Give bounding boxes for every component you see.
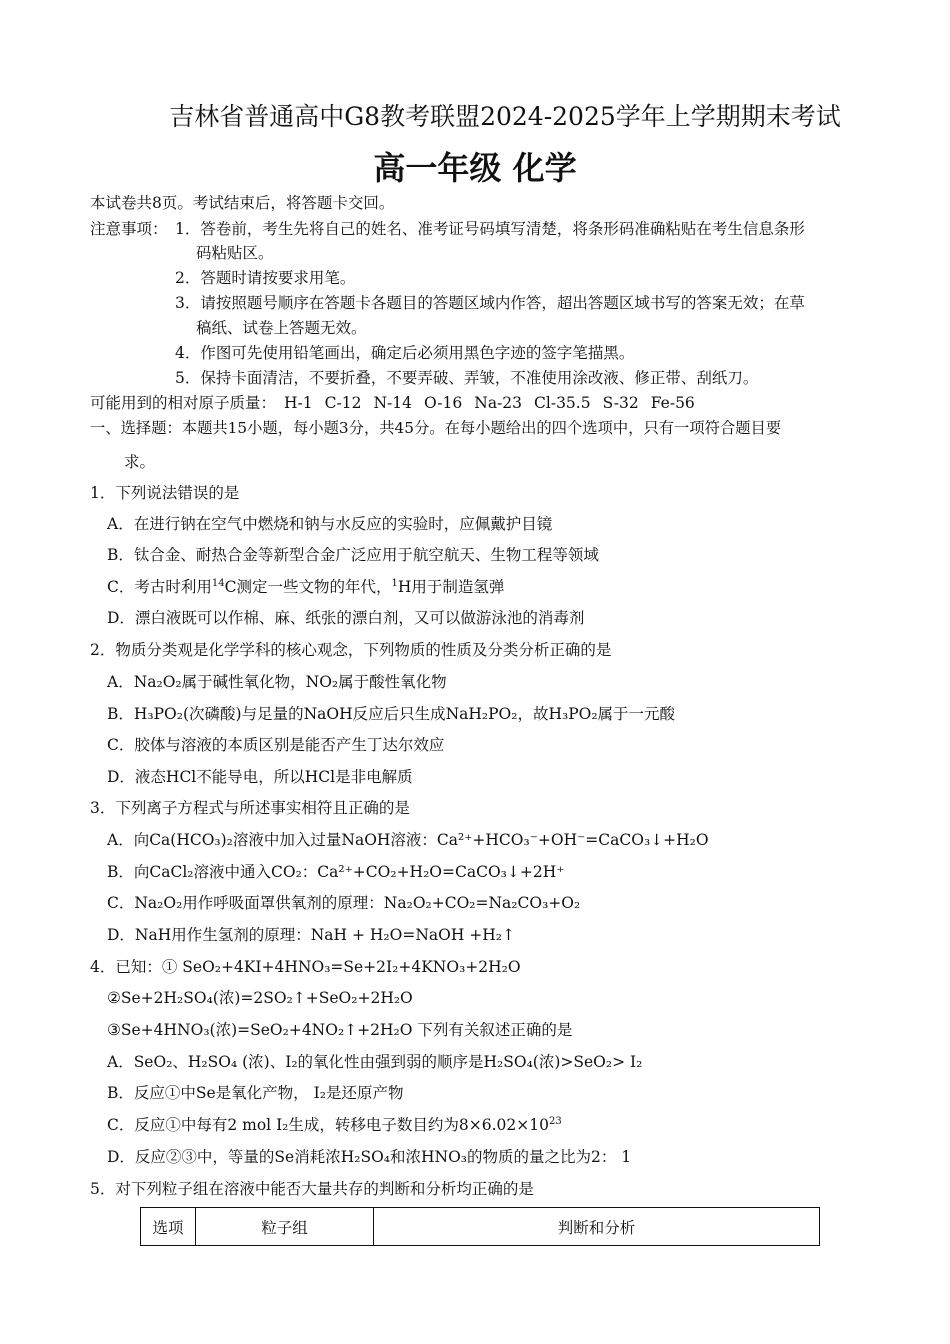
q1-c-isotope-mass: 1 [391,577,398,589]
q1-option-a: A．在进行钠在空气中燃烧和钠与水反应的实验时，应佩戴护目镜 [107,515,553,533]
question-2-stem: 2．物质分类观是化学学科的核心观念，下列物质的性质及分类分析正确的是 [90,641,612,659]
atomic-mass: S-32 [602,394,639,412]
q1-option-b: B．钛合金、耐热合金等新型合金广泛应用于航空航天、生物工程等领域 [107,546,599,564]
section-heading-cont: 求。 [124,453,156,471]
q2-option-d: D．液态HCl不能导电，所以HCl是非电解质 [107,768,413,786]
question-3-stem: 3．下列离子方程式与所述事实相符且正确的是 [90,799,410,817]
q4-c-text: C．反应①中每有2 mol I₂生成，转移电子数目约为8×6.02×10 [107,1116,549,1134]
note-line: 5．保持卡面清洁，不要折叠，不要弄破、弄皱，不准使用涂改液、修正带、刮纸刀。 [175,369,759,387]
q1-c-part: C．考古时利用 [107,578,212,596]
q2-option-a: A．Na₂O₂属于碱性氧化物，NO₂属于酸性氧化物 [107,673,447,691]
notes-label: 注意事项： [90,220,168,238]
q2-option-b: B．H₃PO₂(次磷酸)与足量的NaOH反应后只生成NaH₂PO₂，故H₃PO₂属于一元酸 [107,705,676,723]
question-5-stem: 5．对下列粒子组在溶液中能否大量共存的判断和分析均正确的是 [90,1180,534,1198]
table-header-cell: 判断和分析 [374,1208,820,1246]
atomic-masses [90,393,707,413]
table-header-cell: 粒子组 [196,1208,374,1246]
q2-option-c: C．胶体与溶液的本质区别是能否产生丁达尔效应 [107,736,445,754]
q4-option-d: D．反应②③中，等量的Se消耗浓H₂SO₄和浓HNO₃的物质的量之比为2： 1 [107,1148,632,1166]
q4-option-b: B．反应①中Se是氧化产物， I₂是还原产物 [107,1084,404,1102]
q5-table [140,1207,820,1246]
q1-c-part: H用于制造氢弹 [397,578,505,596]
q4-equation-3: ③Se+4HNO₃(浓)=SeO₂+4NO₂↑+2H₂O 下列有关叙述正确的是 [107,1021,573,1039]
q4-option-a: A．SeO₂、H₂SO₄ (浓)、I₂的氧化性由强到弱的顺序是H₂SO₄(浓)>SeO₂> I₂ [107,1053,643,1071]
note-line: 码粘贴区。 [196,244,274,262]
atomic-mass: N-14 [373,394,412,412]
q3-option-a: A．向Ca(HCO₃)₂溶液中加入过量NaOH溶液：Ca²⁺+HCO₃⁻+OH⁻=CaCO₃↓+H₂O [107,831,709,849]
q3-option-b: B．向CaCl₂溶液中通入CO₂：Ca²⁺+CO₂+H₂O=CaCO₃↓+2H⁺ [107,863,565,881]
q4-option-c [107,1115,562,1135]
atomic-mass: Na-23 [474,394,523,412]
q1-c-part: C测定一些文物的年代， [224,578,392,596]
atomic-mass: Cl-35.5 [534,394,591,412]
question-4-stem: 4．已知：① SeO₂+4KI+4HNO₃=Se+2I₂+4KNO₃+2H₂O [90,958,521,976]
atomic-mass: O-16 [424,394,463,412]
table-header-row [141,1208,820,1246]
q4-c-exponent: 23 [548,1115,562,1127]
table-header-cell: 选项 [141,1208,196,1246]
note-line: 1．答卷前，考生先将自己的姓名、准考证号码填写清楚，将条形码准确粘贴在考生信息条形 [175,220,805,238]
atomic-mass: C-12 [324,394,362,412]
note-line: 4．作图可先使用铅笔画出，确定后必须用黑色字迹的签字笔描黑。 [175,344,635,362]
q4-equation-2: ②Se+2H₂SO₄(浓)=2SO₂↑+SeO₂+2H₂O [107,989,413,1007]
intro-text: 本试卷共8页。考试结束后，将答题卡交回。 [90,194,395,212]
question-1-stem: 1．下列说法错误的是 [90,484,240,502]
note-line: 稿纸、试卷上答题无效。 [196,319,367,337]
note-line: 2．答题时请按要求用笔。 [175,269,356,287]
atomic-mass: Fe-56 [650,394,695,412]
q1-option-c [107,577,504,597]
exam-subtitle: 高一年级 化学 [373,149,577,187]
q3-option-c: C．Na₂O₂用作呼吸面罩供氧剂的原理：Na₂O₂+CO₂=Na₂CO₃+O₂ [107,894,581,912]
section-heading: 一、选择题：本题共15小题，每小题3分，共45分。在每小题给出的四个选项中，只有一项符合题目要 [90,419,782,437]
note-line: 3．请按照题号顺序在答题卡各题目的答题区域内作答，超出答题区域书写的答案无效；在草 [175,294,805,312]
q1-option-d: D．漂白液既可以作棉、麻、纸张的漂白剂，又可以做游泳池的消毒剂 [107,609,585,627]
atomic-masses-label: 可能用到的相对原子质量： [90,394,277,412]
q3-option-d: D．NaH用作生氢剂的原理：NaH + H₂O=NaOH +H₂↑ [107,926,515,944]
atomic-mass: H-1 [284,394,313,412]
q1-c-isotope-mass: 14 [211,577,225,589]
exam-title: 吉林省普通高中G8教考联盟2024-2025学年上学期期末考试 [169,102,841,131]
